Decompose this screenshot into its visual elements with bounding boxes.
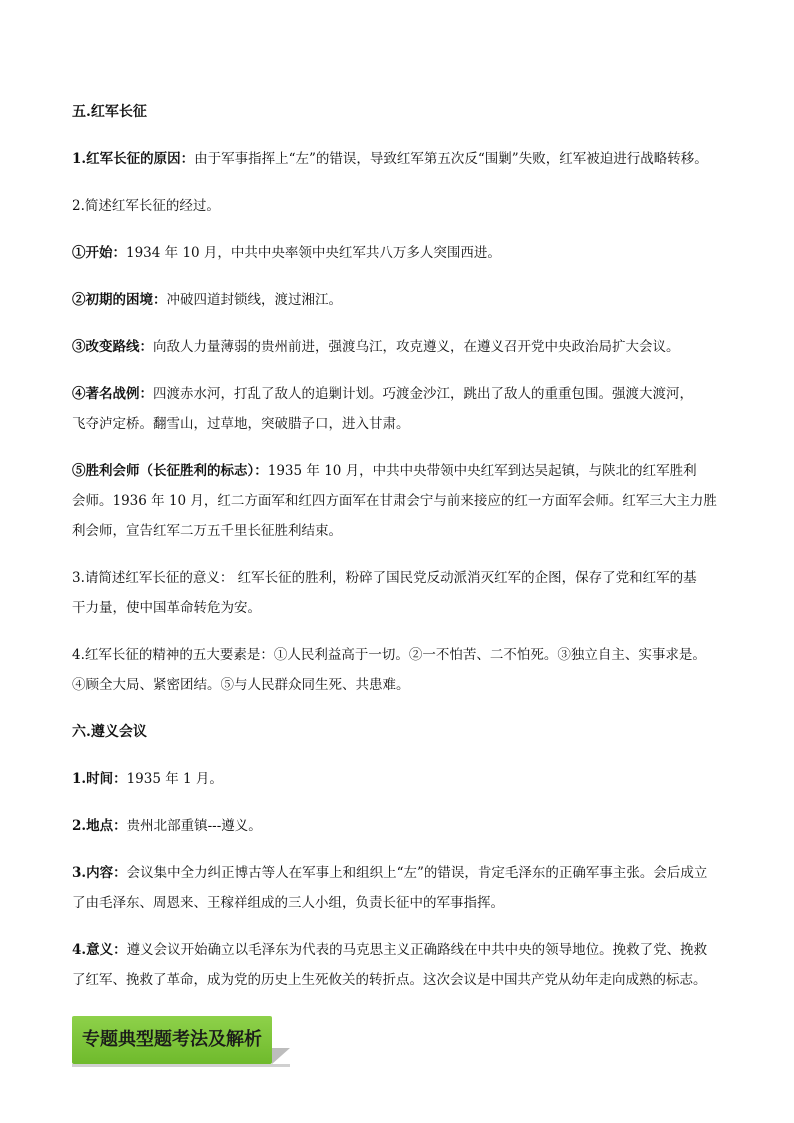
paragraph-victory [72,456,732,546]
place-label: 2.地点： [72,818,127,834]
time-label: 1.时间： [72,771,127,787]
significance-line-2: 干力量，使中国革命转危为安。 [72,600,261,616]
paragraph-early [72,285,732,315]
start-label: ①开始： [72,245,126,261]
content-line-1 [72,858,732,888]
early-label: ②初期的困境： [72,292,167,308]
spirit-line-2: ④顾全大局、紧密团结。⑤与人民群众同生死、共患难。 [72,677,410,693]
battles-line-2: 飞夺泸定桥。翻雪山，过草地，突破腊子口，进入甘肃。 [72,416,410,432]
content-label: 3.内容： [72,865,127,881]
route-text: 向敌人力量薄弱的贵州前进，强渡乌江，攻克遵义，在遵义召开党中央政治局扩大会议。 [153,339,680,355]
meaning-label: 4.意义： [72,942,127,958]
question-2: 2.简述红军长征的经过。 [72,198,220,214]
victory-line-3: 利会师，宣告红军二万五千里长征胜利结束。 [72,523,342,539]
paragraph-significance [72,563,732,623]
cause-text: 由于军事指挥上“左”的错误，导致红军第五次反“围剿”失败，红军被迫进行战略转移。 [194,151,708,167]
start-text: 1934 年 10 月，中共中央率领中央红军共八万多人突围西进。 [126,245,501,261]
place-text: 贵州北部重镇---遵义。 [126,818,262,834]
early-text: 冲破四道封锁线，渡过湘江。 [166,292,342,308]
banner-title: 专题典型题考法及解析 [82,1029,262,1050]
meaning-line-2: 了红军、挽救了革命，成为党的历史上生死攸关的转折点。这次会议是中国共产党从幼年走向成熟的标志。 [72,972,707,988]
paragraph-content [72,858,732,918]
paragraph-time [72,764,732,794]
victory-line-2: 会师。1936 年 10 月，红二方面军和红四方面军在甘肃会宁与前来接应的红一方面军会师。红军三大主力胜 [72,493,717,509]
section-title-long-march: 五.红军长征 [72,104,147,120]
topic-banner [72,1016,297,1068]
battles-line-1 [72,379,732,409]
paragraph-spirit [72,640,732,700]
content-text-1: 会议集中全力纠正博古等人在军事上和组织上“左”的错误，肯定毛泽东的正确军事主张。会后成立 [126,865,708,881]
paragraph-start [72,238,732,268]
significance-line-1: 3.请简述红军长征的意义： 红军长征的胜利，粉碎了国民党反动派消灭红军的企图，保存了党和红军的基 [72,570,697,586]
route-label: ③改变路线： [72,339,153,355]
victory-label: ⑤胜利会师（长征胜利的标志）： [72,463,268,479]
victory-line-1 [72,456,732,486]
meaning-line-1 [72,935,732,965]
section-title-zunyi: 六.遵义会议 [72,724,147,740]
content-line-2: 了由毛泽东、周恩来、王稼祥组成的三人小组，负责长征中的军事指挥。 [72,895,504,911]
paragraph-meaning [72,935,732,995]
battles-text-1: 四渡赤水河，打乱了敌人的追剿计划。巧渡金沙江，跳出了敌人的重重包围。强渡大渡河， [153,386,693,402]
paragraph-route [72,332,732,362]
banner-underline [72,1064,290,1067]
paragraph-cause [72,144,732,174]
time-text: 1935 年 1 月。 [126,771,223,787]
paragraph-battles [72,379,732,439]
battles-label: ④著名战例： [72,386,153,402]
document-body [72,97,732,1012]
victory-text-1: 1935 年 10 月，中共中央带领中央红军到达吴起镇，与陕北的红军胜利 [267,463,697,479]
cause-label: 1.红军长征的原因： [72,151,195,167]
paragraph-place [72,811,732,841]
meaning-text-1: 遵义会议开始确立以毛泽东为代表的马克思主义正确路线在中共中央的领导地位。挽救了党、挽救 [126,942,708,958]
banner-shadow [272,1048,290,1064]
spirit-line-1: 4.红军长征的精神的五大要素是：①人民利益高于一切。②一不怕苦、二不怕死。③独立自主、实事求是。 [72,647,706,663]
